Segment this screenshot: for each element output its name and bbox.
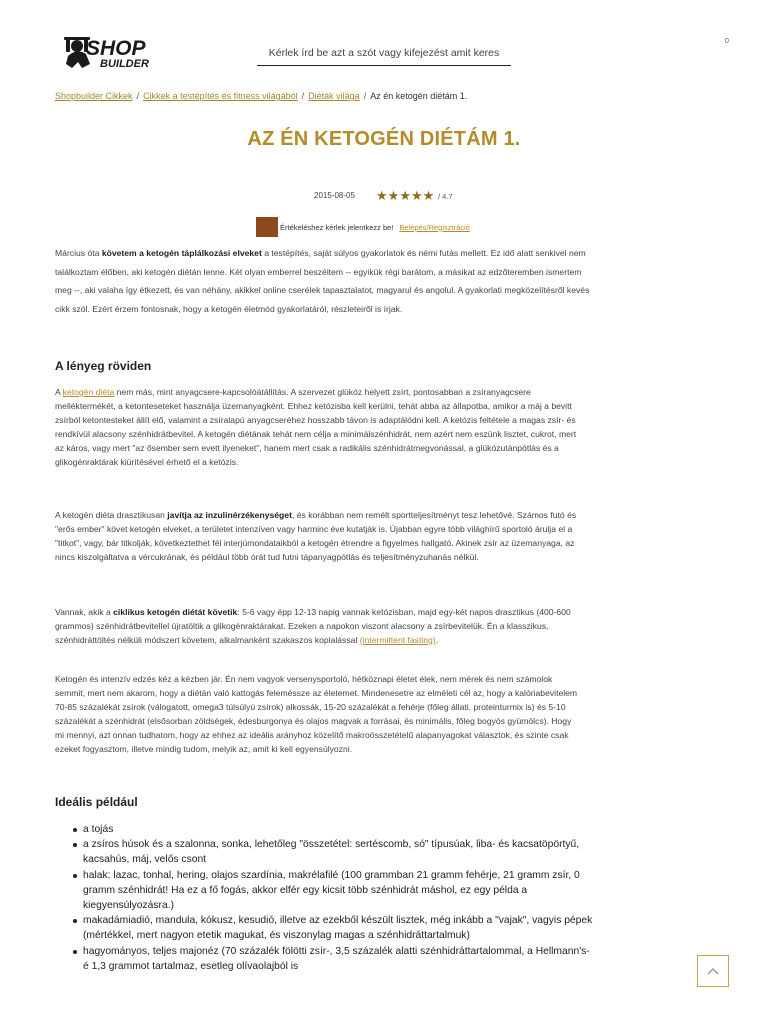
list-item: a zsíros húsok és a szalonna, sonka, lehetőleg "összetétel: sertéscomb, só" típusúak, liba- és kacsatöpörtyű, kacsahús, máj, velős csont <box>83 837 593 867</box>
paragraph-text: : 5-6 vagy épp 12-13 napig vannak ketózisban, majd egy-két napos drasztikus (400-600 grammos) szénhidrátbevitellel újratöltik a glikogénraktárakat. Ezeken a napokon viszont alacsony a zsírbevitelük. Én a klasszikus, szénhidráttöltés nélküli módszert követem, alkalmanként szakaszos koplalással <box>55 607 571 645</box>
search-bar[interactable] <box>257 42 511 66</box>
paragraph-text: . <box>435 634 439 645</box>
star-icon[interactable]: ★ <box>410 188 423 203</box>
list-item: halak: lazac, tonhal, hering, olajos szardínia, makrélafilé (100 grammban 21 gramm fehérje, 21 gramm zsír, 0 gramm szénhidrát! Ha ez a fő fogás, akkor elfér egy kicsit több szénhidrát máshol, ez egy példa a kiegyensúlyozásra.) <box>83 868 593 914</box>
breadcrumb-separator: / <box>301 91 305 101</box>
ketogen-dieta-link[interactable]: ketogén diéta <box>62 387 115 397</box>
site-header <box>0 0 768 82</box>
intermittent-fasting-link[interactable]: (intermittent fasting) <box>359 634 436 645</box>
star-icon[interactable]: ★ <box>399 188 411 203</box>
article-meta <box>0 188 768 205</box>
cart-count[interactable]: 0 <box>725 38 729 45</box>
back-to-top-button[interactable] <box>697 955 729 987</box>
paragraph-text: Vannak, akik a <box>55 607 114 617</box>
star-icon[interactable]: ★ <box>387 188 400 203</box>
paragraph-bold: javítja az inzulinérzékenységet <box>167 510 292 520</box>
logo-word-shop: SHOP <box>86 37 146 60</box>
intro-bold: követem a ketogén táplálkozási elveket <box>101 248 262 258</box>
login-link[interactable]: Belépés/Regisztráció <box>399 222 470 232</box>
page-title: AZ ÉN KETOGÉN DIÉTÁM 1. <box>247 128 521 150</box>
article-intro <box>55 244 590 318</box>
paragraph-1 <box>55 386 580 469</box>
chevron-up-icon <box>707 967 719 975</box>
paragraph-2 <box>55 509 580 565</box>
intro-text: Március óta <box>55 248 102 258</box>
star-rating[interactable] <box>376 189 434 203</box>
star-icon[interactable]: ★ <box>376 188 388 203</box>
paragraph-4: Ketogén és intenzív edzés kéz a kézben jár. Én nem vagyok versenysportoló, hétköznapi életet élek, nem mérek és nem számolok semmit, mert nem akarom, hogy a diétán való kattogás felemésszе az életemet. Mindenesetre az elméleti cél az, hogy a kalóriabevitelem 70-85 százalékát zsírok (válogatott, omega3 túlsúlyú zsírok) alkossák, 15-20 százalékát a fehérje (főleg állati, proteinturmix is) és 5-10 százalékát a szénhidrát (elsősorban zöldségek, édesburgonya és olajos magvak a forrásai, és minimális, főleg bogyós gyümölcs). Hogy mi mennyi, azt onnan tudhatom, hogy az ehhez az ideális arányhoz közelítő makroösszetételű alapanyagokat választok, és szinte csak ezeket fogyasztom, illetve mindig tudom, melyik az, amit ki kell egyensúlyozni. <box>55 674 578 754</box>
paragraph-bold: ciklikus ketogén diétát követik <box>113 607 238 617</box>
breadcrumb-link-cikkek[interactable]: Shopbuilder Cikkek <box>55 91 133 101</box>
search-input[interactable] <box>257 42 511 64</box>
publish-date: 2015-08-05 <box>314 191 355 200</box>
paragraph-text: nem más, mint anyagcsere-kapcsolóátállítás. A szervezet glükóz helyett zsírt, pontosabban a zsíranyagcsere melléktermékét, a ketonteseteket használja üzemanyagként. Ehhez ketózisba kell kerülni, tehát abba az állapotba, amikor a máj a bevitt zsírból ketontesteket állít elő, valamint a zsíralapú anyagcseréhez hosszabb távon is adaptálódni kell. A ketózis feltétele a magas zsír- és rendkívül alacsony szénhidrátbevitel. A ketogén diétának tehát nem célja a minimálszénhidrát, nem azért nem eszünk lisztet, cukrot, mert az káros, vagy mert "az ősember sem evett ilyeneket", hanem mert csak a radikális szénhidrátmegvonással, a glükózutánpótlás és a glikogénraktárak kiürítésével érhető el a ketózis. <box>55 387 577 467</box>
rating-score: / 4.7 <box>438 192 453 201</box>
paragraph-text: A ketogén diéta drasztikusan <box>55 510 168 520</box>
breadcrumb-link-fitness[interactable]: Cikkek a testépítés és fitness világából <box>143 91 298 101</box>
paragraph-3 <box>55 606 580 648</box>
shopbuilder-logo[interactable] <box>64 34 168 74</box>
logo-word-builder: BUILDER <box>100 58 149 70</box>
star-icon[interactable]: ★ <box>422 188 435 203</box>
breadcrumb <box>55 91 467 101</box>
login-prompt: Értékeléshez kérlek jelentkezz be! <box>280 222 394 232</box>
list-item: a tojás <box>83 822 593 837</box>
list-item: makadámiadió, mandula, kókusz, kesudió, illetve az ezekből készült lisztek, még inkább a "vajak", vagyis pépek (mértékkel, mert nagyon etetik magukat, és viszonylag magas a szénhidráttartalmuk) <box>83 913 593 943</box>
paragraph-text: , és korábban nem remélt sportteljesítményt tesz lehetővé. Számos futó és "erős ember" követ ketogén elveket, a területet intenzíven vagy harminc éve kutatják is. Újabban egyre több világhírű sportoló árulja el a "titkot", vagy, bár titkolják, következtethet fél interjúmondataikból a ketogén étrendre a figyelmes hallgató. Akinek zsír az üzemanyaga, az nincs kiszolgáltatva a vércukrának, és például több órát tud futni tápanyagpótlás és teljesítményzuhanás nélkül. <box>55 510 577 562</box>
intro-text: a testépítés, saját súlyos gyakorlatok és némi futás mellett. Ez idő alatt senkivel nem találkoztam élőben, aki ketogén diétán lenne. Két olyan emberrel beszéltem -- egyikük régi barátom, a másikat az edzőteremben ismertem meg --, aki valaha így étkezett, és van néhány, akikkel online cserélek tapasztalatot, magyarul és angolul. A gyakorlati megközelítésről kevés cikk szól. Ezért érzem fontosnak, hogy a ketogén életmód gyakorlatáról, részleteiről is írjak. <box>55 248 590 314</box>
list-item: hagyományos, teljes majonéz (70 százalék fölötti zsír-, 3,5 százalék alatti szénhidráttartalommal, a Hellmann's-é 1,3 grammot tartalmaz, esetleg olívaolajból is <box>83 944 593 974</box>
breadcrumb-link-dietak[interactable]: Diéták világa <box>308 91 360 101</box>
breadcrumb-separator: / <box>136 91 140 101</box>
paragraph-text: A <box>55 387 63 397</box>
breadcrumb-current: Az én ketogén diétám 1. <box>370 91 468 101</box>
section-heading-idealis: Ideális például <box>55 795 138 809</box>
section-heading-lenyeg: A lényeg röviden <box>55 359 152 373</box>
food-list <box>83 822 593 974</box>
rating-login-row <box>256 217 470 237</box>
breadcrumb-separator: / <box>363 91 367 101</box>
avatar <box>256 217 278 237</box>
